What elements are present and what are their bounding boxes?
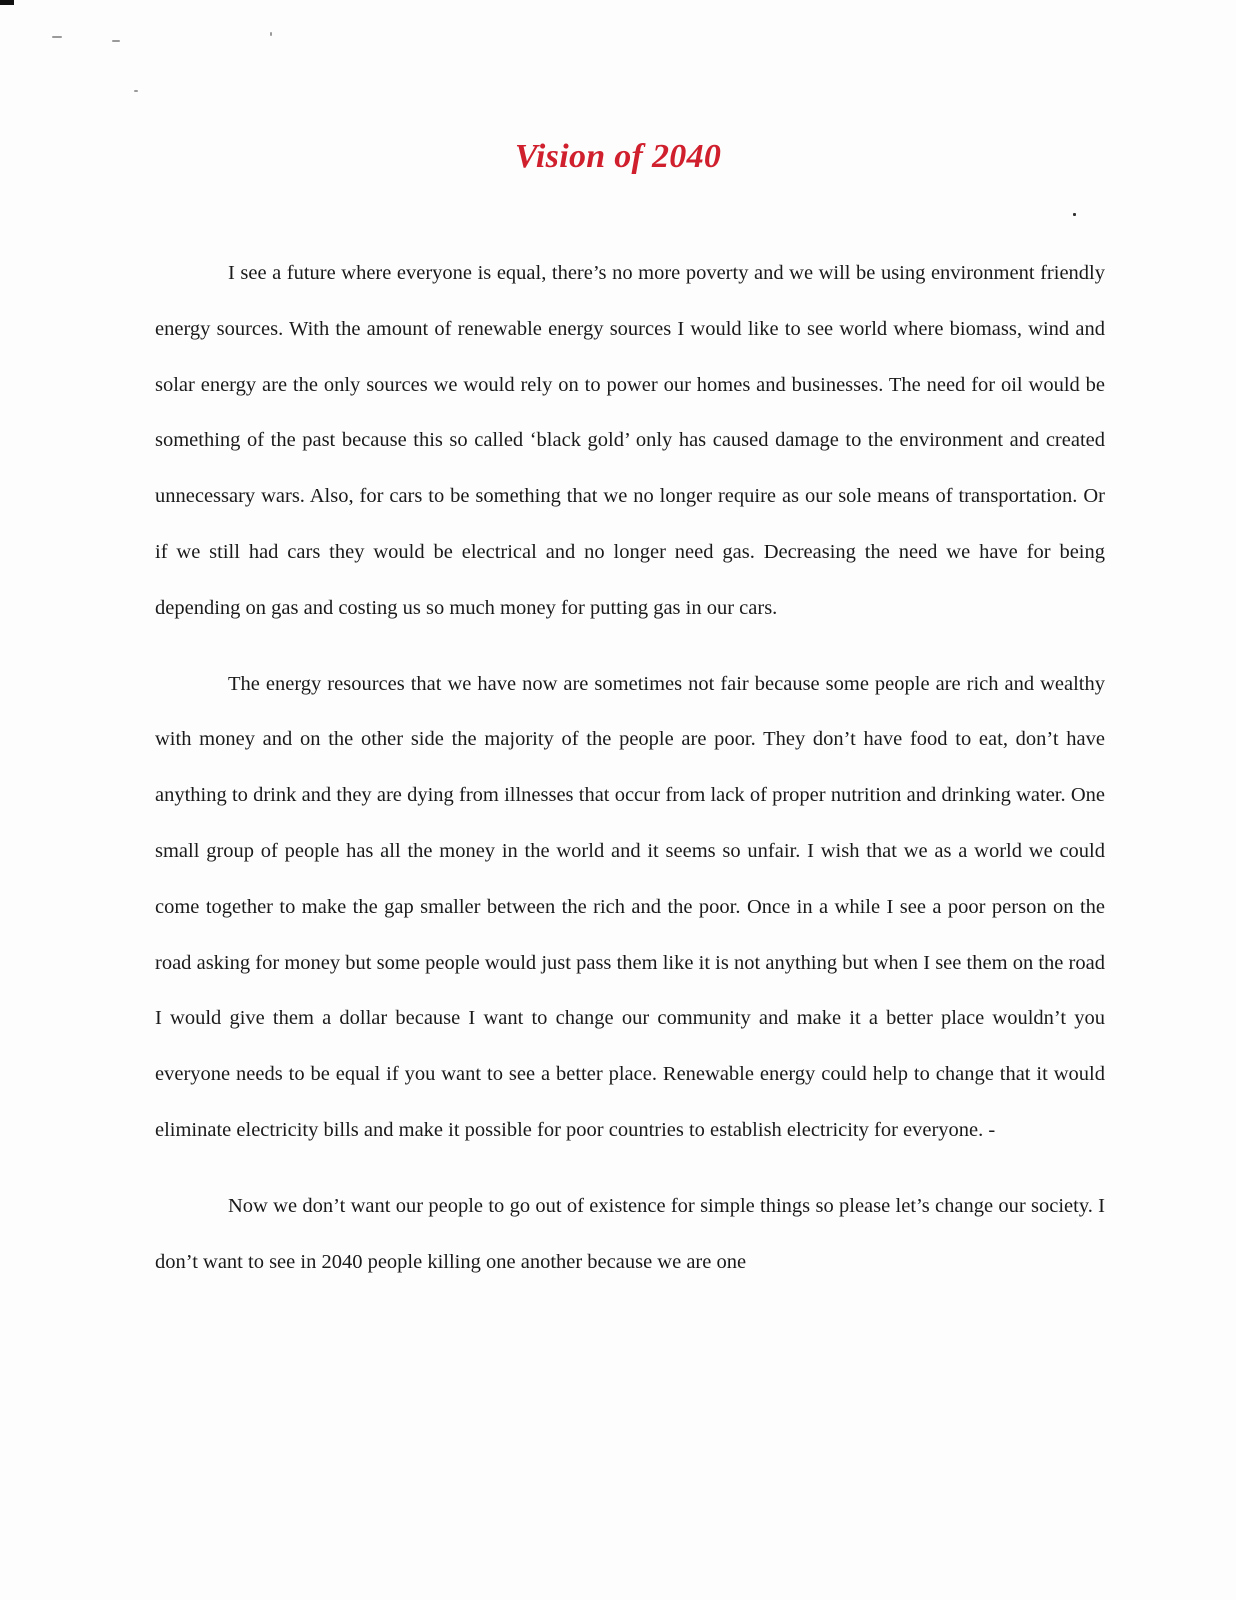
scan-edge-mark [0,0,14,5]
scan-speck [270,32,272,36]
document-title: Vision of 2040 [514,138,722,175]
paragraph-3: Now we don’t want our people to go out of existence for simple things so please let’s change our society. I don’t want to see in 2040 people killing one another because we are one [155,1194,1105,1273]
scan-speck [1073,213,1076,216]
document-body [155,246,1105,1310]
paragraph-2: The energy resources that we have now are sometimes not fair because some people are rich and wealthy with money and on the other side the majority of the people are poor. They don’t have food to eat, don’t have anything to drink and they are dying from illnesses that occur from lack of proper nutrition and drinking water. One small group of people has all the money in the world and it seems so unfair. I wish that we as a world we could come together to make the gap smaller between the rich and the poor. Once in a while I see a poor person on the road asking for money but some people would just pass them like it is not anything but when I see them on the road I would give them a dollar because I want to change our community and make it a better place wouldn’t you everyone needs to be equal if you want to see a better place. Renewable energy could help to change that it would eliminate electricity bills and make it possible for poor countries to establish electricity for everyone. - [155,672,1105,1141]
scan-speck [112,40,120,42]
scan-speck [134,90,138,92]
paragraph-1: I see a future where everyone is equal, there’s no more poverty and we will be using environment friendly energy sources. With the amount of renewable energy sources I would like to see world where biomass, wind and solar energy are the only sources we would rely on to power our homes and businesses. The need for oil would be something of the past because this so called ‘black gold’ only has caused damage to the environment and created unnecessary wars. Also, for cars to be something that we no longer require as our sole means of transportation. Or if we still had cars they would be electrical and no longer need gas. Decreasing the need we have for being depending on gas and costing us so much money for putting gas in our cars. [155,262,1105,619]
scan-speck [52,36,62,38]
